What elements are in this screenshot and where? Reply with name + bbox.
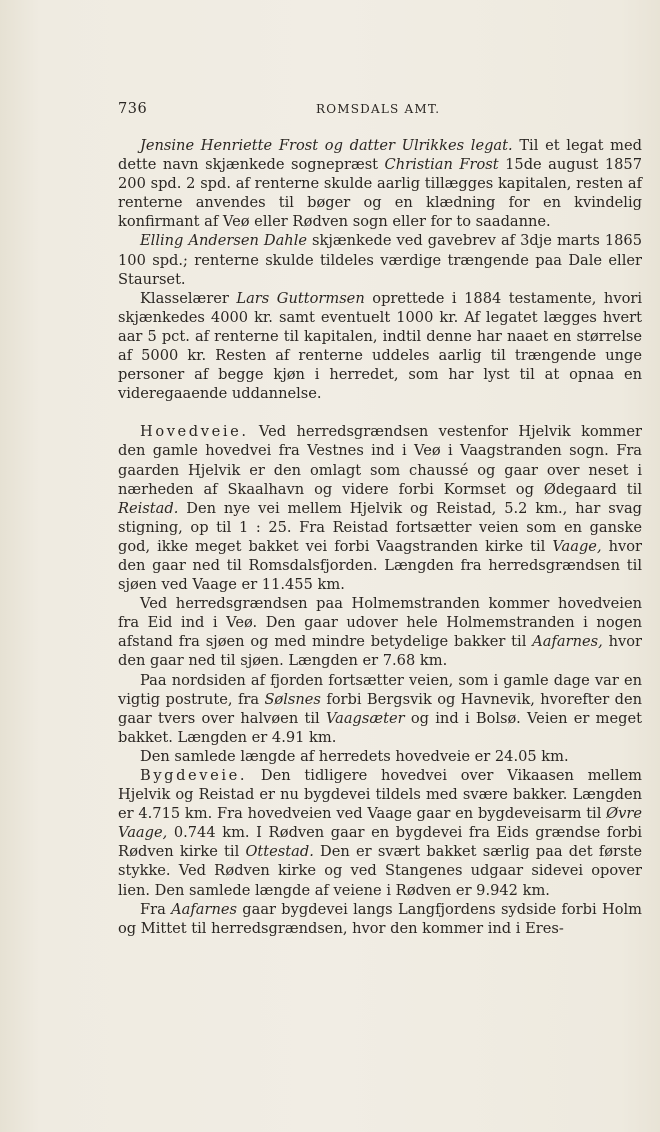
place-name: Reistad. (118, 499, 179, 517)
place-name: Øvre Vaage, (118, 805, 642, 842)
running-title: ROMSDALS AMT. (316, 102, 441, 116)
place-name: Vaage, (552, 537, 602, 555)
paragraph-dahle: Elling Andersen Dahle skjænkede ved gavebrev af 3dje marts 1865 100 spd.; renterne skulde tildeles værdige trængende paa Dale eller Staurset. (118, 232, 642, 288)
person-name: Elling Andersen Dahle (140, 232, 308, 250)
paragraph-legat-frost: Jensine Henriette Frost og datter Ulrikkes legat. Til et legat med dette navn skjænkede sognepræst Christian Frost 15de august 1857 200 spd. 2 spd. af renterne skulde aarlig tillægges kapitalen, resten af renterne anvendes til bøger og en klædning for en kvindelig konfirmant af Veø eller Rødven sogn eller for to saadanne. (118, 137, 642, 231)
section-spacer (118, 403, 642, 422)
person-name: Christian Frost (384, 156, 499, 174)
place-name: Sølsnes (264, 690, 321, 708)
page-number: 736 (118, 101, 148, 117)
paragraph-bygdeveie: Bygdeveie. Den tidligere hovedvei over Vikaasen mellem Hjelvik og Reistad er nu bygdevei tildels med svære bakker. Længden er 4.715 km. Fra hovedveien ved Vaage gaar en bygdeveisarm til Øvre Vaage, 0.744 km. I Rødven gaar en bygdevei fra Eids grændse forbi Rødven kirke til Ottestad. Den er svært bakket særlig paa det første stykke. Ved Rødven kirke og ved Stangenes udgaar sidevei opover lien. Den samlede længde af veiene i Rødven er 9.942 km. (118, 767, 642, 899)
paragraph-guttormsen: Klasselærer Lars Guttormsen oprettede i 1884 testamente, hvori skjænkedes 4000 kr. samt eventuelt 1000 kr. Af legatet lægges hvert aar 5 pct. af renterne til kapitalen, indtil denne har naaet en størrelse af 5000 kr. Resten af renterne uddeles aarlig til trængende unge personer af begge kjøn i herredet, som har lyst til at opnaa en videregaaende uddannelse. (118, 289, 642, 403)
paragraph-hovedveie: Hovedveie. Ved herredsgrændsen vestenfor Hjelvik kommer den gamle hovedvei fra Vestnes ind i Veø i Vaagstranden sogn. Fra gaarden Hjelvik er den omlagt som chaussé og gaar over neset i nærheden af Skaalhavn og videre forbi Kormset og Ødegaard til Reistad. Den nye vei mellem Hjelvik og Reistad, 5.2 km., har svag stigning, op til 1 : 25. Fra Reistad fortsætter veien som en ganske god, ikke meget bakket vei forbi Vaagstranden kirke til Vaage, hvor den gaar ned til Romsdalsfjorden. Længden fra herredsgrændsen til sjøen ved Vaage er 11.455 km. (118, 423, 642, 594)
person-name: Lars Guttormsen (236, 289, 365, 307)
section-heading-bygdeveie: Bygdeveie. (140, 767, 248, 784)
place-name: Aafarnes (171, 900, 237, 918)
place-name: Aafarnes, (532, 633, 603, 651)
place-name: Vaagsæter (325, 709, 405, 727)
paragraph-holmemstranden: Ved herredsgrændsen paa Holmemstranden kommer hovedveien fra Eid ind i Veø. Den gaar udover hele Holmemstranden i nogen afstand fra sjøen og med mindre betydelige bakker til Aafarnes, hvor den gaar ned til sjøen. Længden er 7.68 km. (118, 595, 642, 670)
paragraph-nordsiden: Paa nordsiden af fjorden fortsætter veien, som i gamle dage var en vigtig postrute, fra Sølsnes forbi Bergsvik og Havnevik, hvorefter den gaar tvers over halvøen til Vaagsæter og ind i Bolsø. Veien er meget bakket. Længden er 4.91 km. (118, 671, 642, 746)
page-header (118, 101, 642, 123)
legacy-name: Jensine Henriette Frost og datter Ulrikkes legat. (140, 137, 513, 154)
body-text (118, 136, 642, 938)
section-heading-hovedveie: Hovedveie. (140, 423, 249, 441)
paragraph-samlede-hovedveie: Den samlede længde af herredets hovedveie er 24.05 km. (140, 747, 569, 765)
paragraph-aafarnes: Fra Aafarnes gaar bygdevei langs Langfjordens sydside forbi Holm og Mittet til herredsgrændsen, hvor den kommer ind i Eres- (118, 900, 642, 937)
place-name: Ottestad. (245, 843, 314, 861)
